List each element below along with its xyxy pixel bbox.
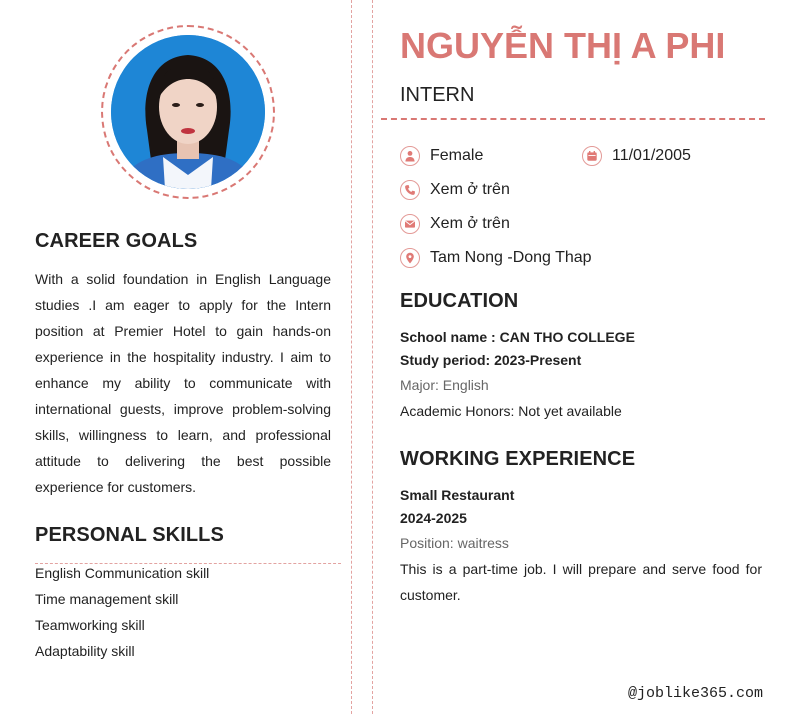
contact-email bbox=[400, 214, 510, 234]
contact-dob bbox=[582, 146, 691, 166]
school-name: School name : CAN THO COLLEGE bbox=[400, 329, 635, 345]
skill-item: Teamworking skill bbox=[35, 617, 145, 633]
envelope-icon bbox=[400, 214, 420, 234]
career-goals-text: With a solid foundation in English Language studies .I am eager to apply for the Intern position at Premier Hotel to gain hands-on experience in the hospitality industry. I aim to enhance my ability to communicate with international guests, improve problem-solving skills, willingness to learn, and professional attitude to delivering the best possible experience for customers. bbox=[35, 271, 331, 495]
skills-list bbox=[35, 560, 209, 664]
study-period: Study period: 2023-Present bbox=[400, 352, 582, 368]
email-value: Xem ở trên bbox=[430, 215, 510, 232]
company-name: Small Restaurant bbox=[400, 487, 515, 503]
career-goals-heading: CAREER GOALS bbox=[35, 230, 198, 252]
address-value: Tam Nong -Dong Thap bbox=[430, 249, 592, 266]
avatar-frame bbox=[101, 25, 275, 199]
header-divider bbox=[381, 118, 765, 120]
skill-item: English Communication skill bbox=[35, 565, 210, 581]
phone-value: Xem ở trên bbox=[430, 181, 510, 198]
position: Position: waitress bbox=[400, 535, 509, 551]
gender-value: Female bbox=[430, 147, 484, 164]
contact-address bbox=[400, 248, 592, 268]
person-icon bbox=[400, 146, 420, 166]
location-pin-icon bbox=[400, 248, 420, 268]
column-divider-left bbox=[351, 0, 352, 714]
skill-item: Adaptability skill bbox=[35, 643, 135, 659]
contact-gender bbox=[400, 146, 483, 166]
watermark: @joblike365.com bbox=[627, 685, 763, 702]
contact-phone bbox=[400, 180, 510, 200]
job-title: INTERN bbox=[400, 84, 475, 106]
work-description: This is a part-time job. I will prepare and serve food for customer. bbox=[400, 561, 762, 603]
profile-photo bbox=[111, 35, 265, 189]
calendar-icon bbox=[582, 146, 602, 166]
academic-honors: Academic Honors: Not yet available bbox=[400, 403, 622, 419]
personal-skills-heading: PERSONAL SKILLS bbox=[35, 524, 224, 546]
dob-value: 11/01/2005 bbox=[612, 147, 691, 164]
work-experience-heading: WORKING EXPERIENCE bbox=[400, 448, 636, 470]
avatar bbox=[111, 35, 265, 189]
column-divider-right bbox=[372, 0, 373, 714]
phone-icon bbox=[400, 180, 420, 200]
candidate-name: NGUYỄN THỊ A PHI bbox=[400, 25, 726, 66]
major: Major: English bbox=[400, 377, 489, 393]
skill-item: Time management skill bbox=[35, 591, 179, 607]
education-heading: EDUCATION bbox=[400, 290, 519, 312]
work-years: 2024-2025 bbox=[400, 510, 467, 526]
